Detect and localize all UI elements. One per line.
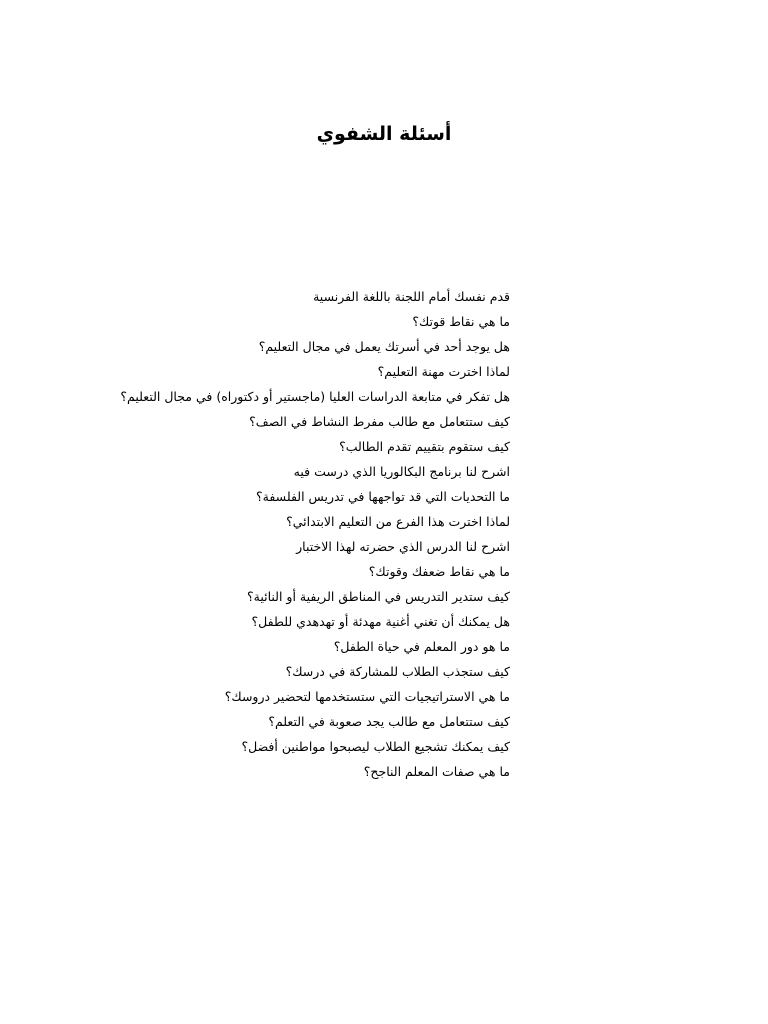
question-item: هل يوجد أحد في أسرتك يعمل في مجال التعليم؟ [258, 339, 510, 354]
question-item: كيف ستتعامل مع طالب يجد صعوبة في التعلم؟ [268, 714, 510, 729]
question-item: كيف ستدير التدريس في المناطق الريفية أو النائية؟ [247, 589, 510, 604]
question-item: لماذا اخترت مهنة التعليم؟ [377, 364, 510, 379]
question-item: هل يمكنك أن تغني أغنية مهدئة أو تهدهدي للطفل؟ [251, 614, 510, 629]
question-item: كيف ستقوم بتقييم تقدم الطالب؟ [339, 439, 510, 454]
document-title: أسئلة الشفوي [316, 123, 452, 145]
question-item: ما هو دور المعلم في حياة الطفل؟ [333, 639, 510, 654]
question-item: ما هي نقاط قوتك؟ [412, 314, 510, 329]
question-item: ما هي نقاط ضعفك وقوتك؟ [368, 564, 510, 579]
question-item: كيف يمكنك تشجيع الطلاب ليصبحوا مواطنين أفضل؟ [241, 739, 510, 754]
questions-list [120, 284, 510, 784]
question-item: ما التحديات التي قد تواجهها في تدريس الفلسفة؟ [256, 489, 510, 504]
question-item: قدم نفسك أمام اللجنة باللغة الفرنسية [313, 289, 510, 304]
question-item: هل تفكر في متابعة الدراسات العليا (ماجستير أو دكتوراه) في مجال التعليم؟ [120, 389, 510, 404]
question-item: كيف ستجذب الطلاب للمشاركة في درسك؟ [285, 664, 510, 679]
question-item: اشرح لنا الدرس الذي حضرته لهذا الاختبار [296, 539, 510, 554]
question-item: لماذا اخترت هذا الفرع من التعليم الابتدائي؟ [286, 514, 510, 529]
question-item: ما هي صفات المعلم الناجح؟ [363, 764, 510, 779]
question-item: ما هي الاستراتيجيات التي ستستخدمها لتحضير دروسك؟ [224, 689, 510, 704]
question-item: اشرح لنا برنامج البكالوريا الذي درست فيه [293, 464, 510, 479]
question-item: كيف ستتعامل مع طالب مفرط النشاط في الصف؟ [249, 414, 510, 429]
